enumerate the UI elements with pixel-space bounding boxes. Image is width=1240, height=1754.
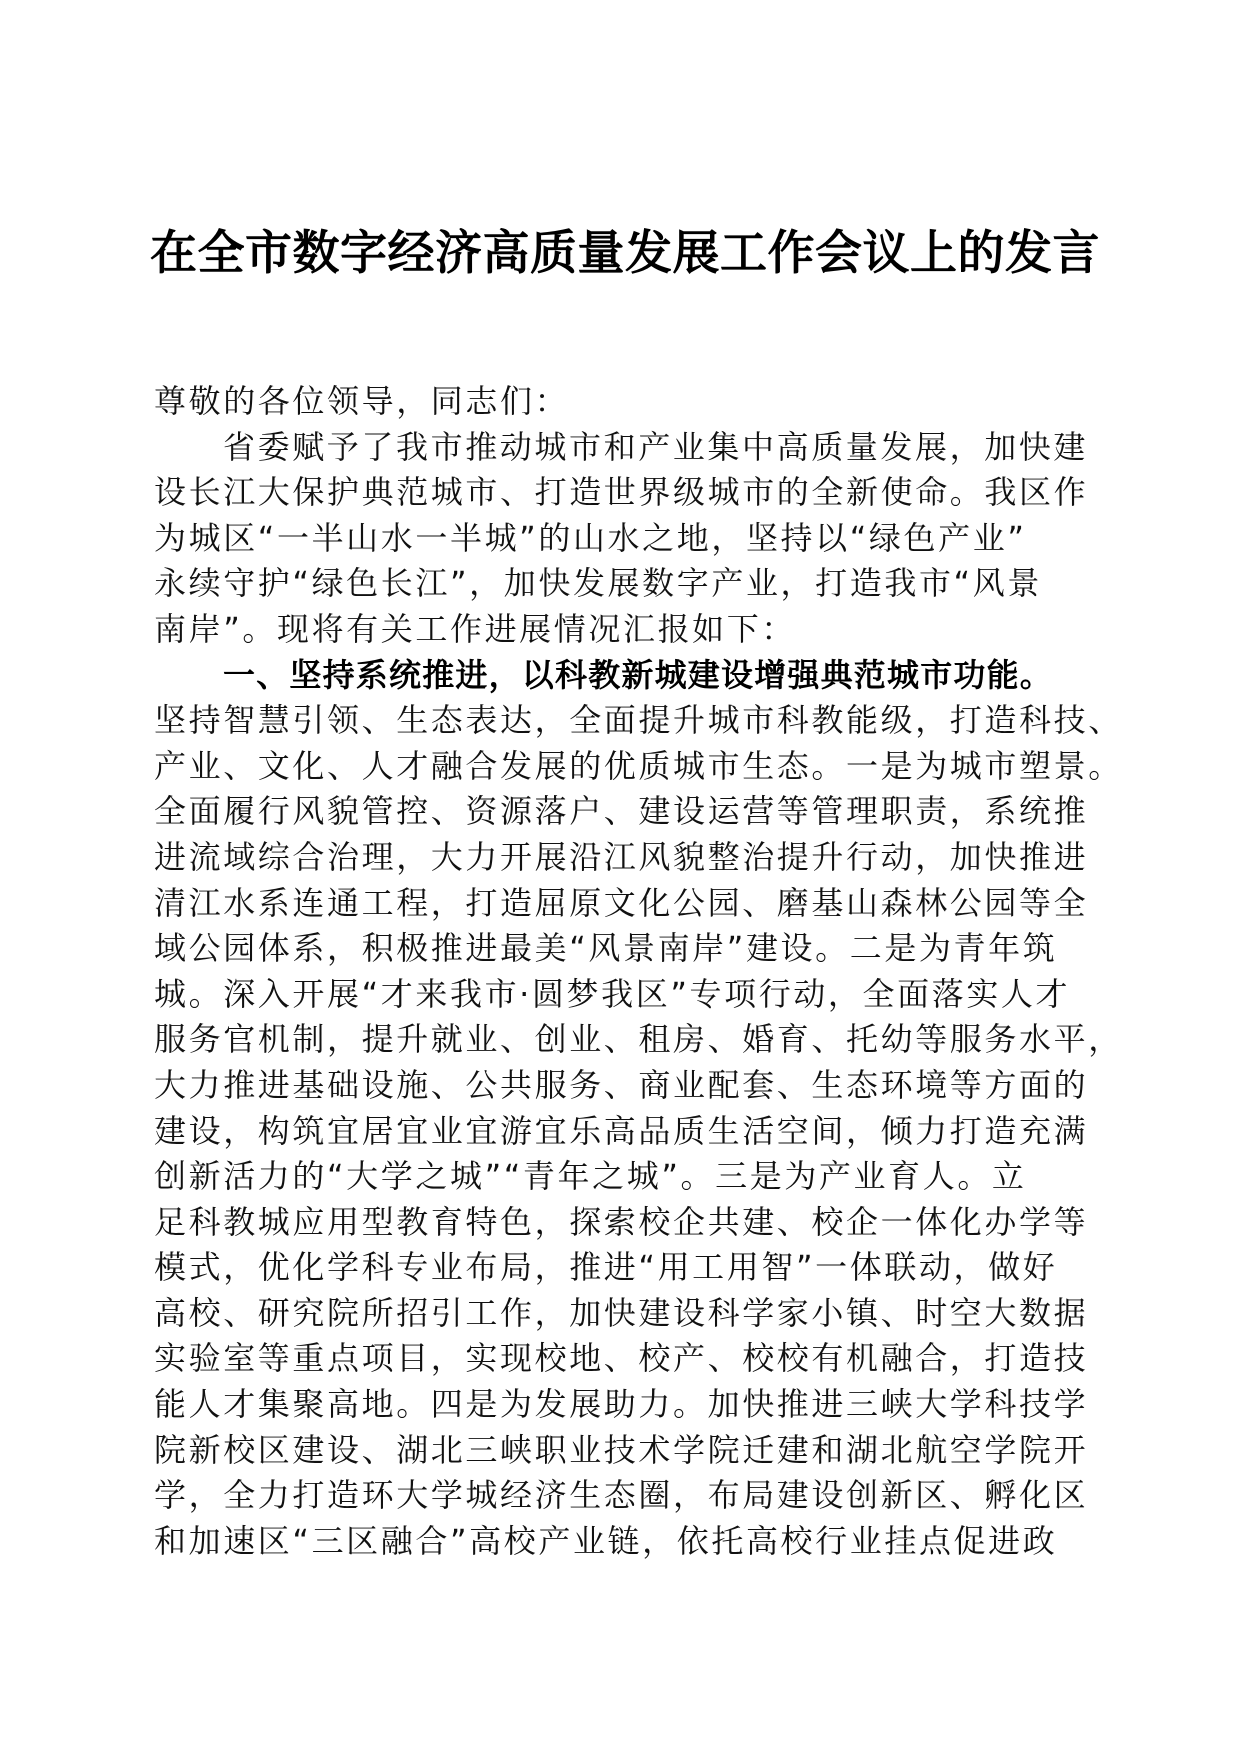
- paragraph-line: 服务官机制，提升就业、创业、租房、婚育、托幼等服务水平，: [154, 1020, 1123, 1059]
- section-heading: 一、坚持系统推进，以科教新城建设增强典范城市功能。: [223, 655, 1054, 694]
- paragraph-line: 为城区“一半山水一半城”的山水之地，坚持以“绿色产业”: [154, 518, 1027, 557]
- paragraph-line: 清江水系连通工程，打造屈原文化公园、磨基山森林公园等全: [154, 883, 1089, 922]
- paragraph-line: 产业、文化、人才融合发展的优质城市生态。一是为城市塑景。: [154, 746, 1123, 785]
- paragraph-line: 创新活力的“大学之城”“青年之城”。三是为产业育人。立: [154, 1157, 1027, 1196]
- paragraph-line: 和加速区“三区融合”高校产业链，依托高校行业挂点促进政: [154, 1521, 1058, 1560]
- paragraph-line: 省委赋予了我市推动城市和产业集中高质量发展，加快建: [223, 427, 1089, 466]
- paragraph-line: 大力推进基础设施、公共服务、商业配套、生态环境等方面的: [154, 1065, 1089, 1104]
- paragraph-line: 建设，构筑宜居宜业宜游宜乐高品质生活空间，倾力打造充满: [154, 1111, 1089, 1150]
- paragraph-line: 域公园体系，积极推进最美“风景南岸”建设。二是为青年筑: [154, 929, 1058, 968]
- paragraph-line: 全面履行风貌管控、资源落户、建设运营等管理职责，系统推: [154, 792, 1089, 831]
- document-title: 在全市数字经济高质量发展工作会议上的发言: [150, 226, 1100, 281]
- paragraph-line: 进流域综合治理，大力开展沿江风貌整治提升行动，加快推进: [154, 837, 1089, 876]
- paragraph-line: 坚持智慧引领、生态表达，全面提升城市科教能级，打造科技、: [154, 701, 1123, 740]
- paragraph-line: 高校、研究院所招引工作，加快建设科学家小镇、时空大数据: [154, 1293, 1089, 1332]
- paragraph-line: 实验室等重点项目，实现校地、校产、校校有机融合，打造技: [154, 1339, 1089, 1378]
- salutation: 尊敬的各位领导，同志们：: [154, 382, 570, 420]
- section-one: [154, 653, 1123, 1565]
- paragraph-line: 能人才集聚高地。四是为发展助力。加快推进三峡大学科技学: [154, 1385, 1089, 1424]
- paragraph-line: 模式，优化学科专业布局，推进“用工用智”一体联动，做好: [154, 1248, 1058, 1287]
- paragraph-line: 设长江大保护典范城市、打造世界级城市的全新使命。我区作: [154, 473, 1089, 512]
- paragraph-line: 永续守护“绿色长江”，加快发展数字产业，打造我市“风景: [154, 564, 1042, 603]
- paragraph-line: 城。深入开展“才来我市·圆梦我区”专项行动，全面落实人才: [154, 974, 1071, 1013]
- document-body: [154, 379, 1123, 1564]
- intro-paragraph: [154, 425, 1089, 653]
- paragraph-line: 院新校区建设、湖北三峡职业技术学院迁建和湖北航空学院开: [154, 1430, 1089, 1469]
- paragraph-line: 南岸”。现将有关工作进展情况汇报如下：: [154, 609, 796, 648]
- paragraph-line: 足科教城应用型教育特色，探索校企共建、校企一体化办学等: [154, 1202, 1089, 1241]
- paragraph-line: 学，全力打造环大学城经济生态圈，布局建设创新区、孵化区: [154, 1476, 1089, 1515]
